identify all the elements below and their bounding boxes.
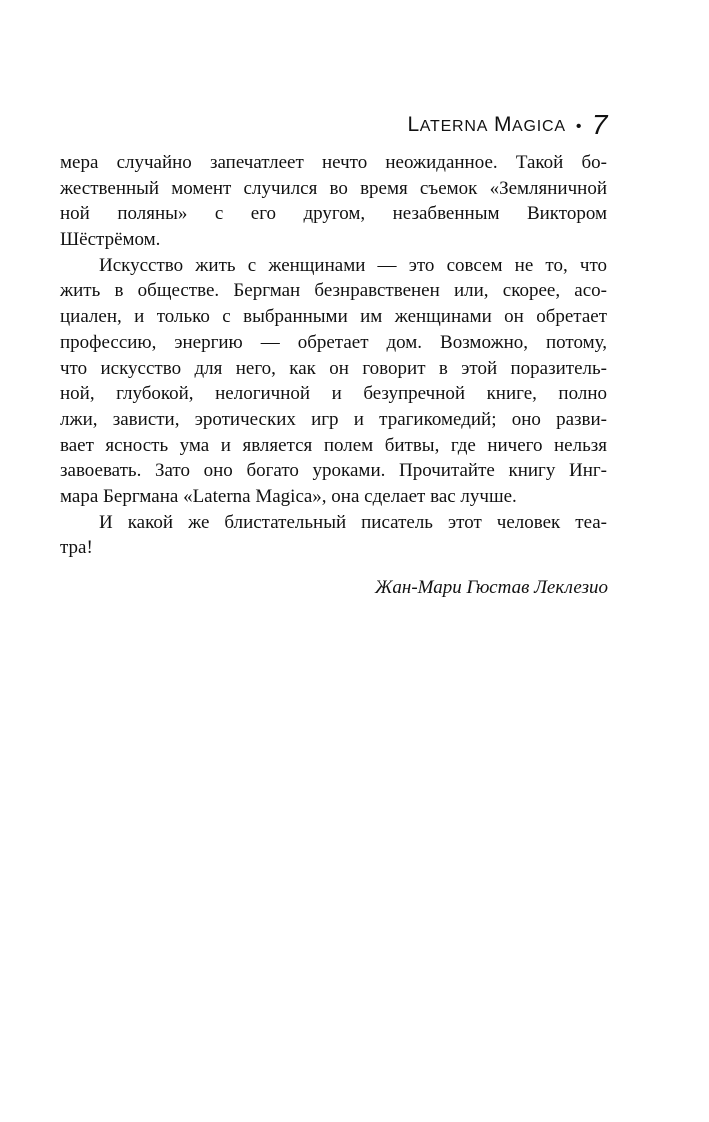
body-text [60, 150, 607, 561]
text-line: Искусство жить с женщинами — это совсем не то, что [99, 254, 607, 276]
text-line: жественный момент случился во время съемок «Земляничной [60, 177, 607, 199]
title-initial-m: M [494, 113, 513, 136]
text-line: лжи, зависти, эротических игр и трагикомедий; оно разви- [60, 408, 607, 430]
title-rest-agica: AGICA [512, 118, 566, 135]
page-number: 7 [591, 109, 608, 140]
text-line: ной, глубокой, нелогичной и безупречной книге, полно [60, 383, 607, 405]
text-line: вает ясность ума и является полем битвы, где ничего нельзя [60, 434, 607, 456]
text-line: жить в обществе. Бергман безнравственен или, скорее, асо- [60, 280, 607, 302]
text-line: мера случайно запечатлеет нечто неожиданное. Такой бо- [60, 152, 607, 173]
text-line: тра! [60, 537, 93, 559]
text-line: циален, и только с выбранными им женщинами он обретает [60, 306, 607, 328]
text-line: ной поляны» с его другом, незабвенным Виктором [60, 203, 607, 225]
title-initial-l: L [407, 113, 420, 136]
text-line: что искусство для него, как он говорит в этой поразитель- [60, 357, 607, 379]
title-rest-aterna: ATERNA [419, 118, 489, 135]
text-line: И какой же блистательный писатель этот человек теа- [99, 511, 607, 533]
author-signature: Жан-Мари Гюстав Леклезио [375, 577, 608, 598]
text-line: профессию, энергию — обретает дом. Возможно, потому, [60, 331, 607, 353]
text-line: мара Бергмана «Laterna Magica», она сделает вас лучше. [60, 485, 517, 507]
text-line: Шёстрёмом. [60, 229, 161, 251]
running-head-title [408, 113, 566, 137]
text-line: завоевать. Зато оно богато уроками. Прочитайте книгу Инг- [60, 460, 607, 482]
running-head [407, 108, 608, 140]
bullet-separator: • [575, 118, 582, 135]
